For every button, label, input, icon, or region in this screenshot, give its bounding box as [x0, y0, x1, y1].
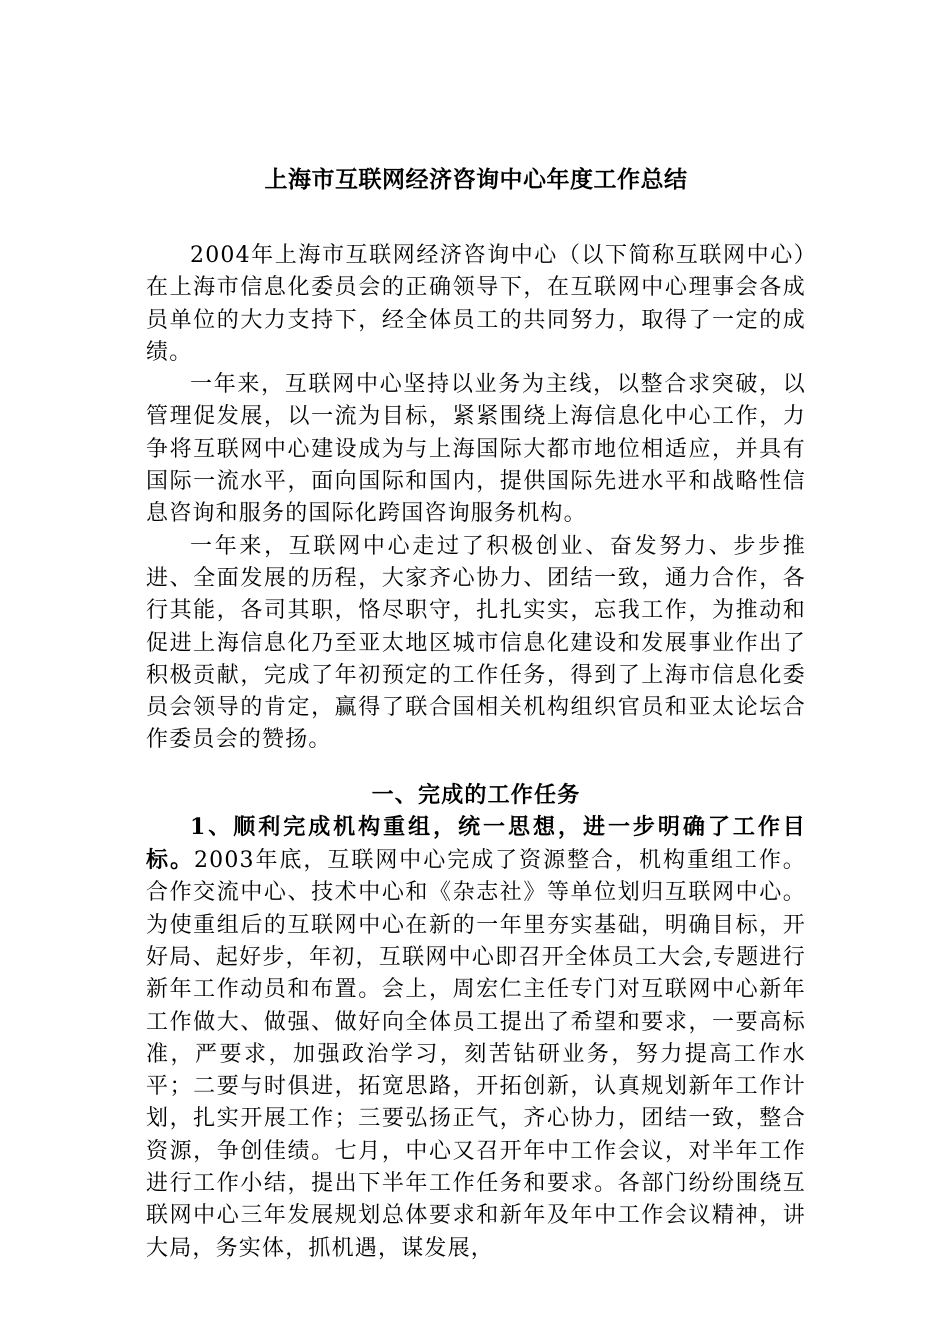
section-heading: 一、完成的工作任务 — [371, 781, 581, 808]
document-page — [146, 160, 806, 1265]
section-item-paragraph — [146, 811, 806, 1265]
body-paragraph: 一年来，互联网中心走过了积极创业、奋发努力、步步推进、全面发展的历程，大家齐心协力、团结一致，通力合作，各行其能，各司其职，恪尽职守，扎扎实实，忘我工作，为推动和促进上海信息化乃至亚太地区城市信息化建设和发展事业作出了积极贡献，完成了年初预定的工作任务，得到了上海市信息化委员会领导的肯定，赢得了联合国相关机构组织官员和亚太论坛合作委员会的赞扬。 — [146, 533, 806, 753]
body-paragraph: 一年来，互联网中心坚持以业务为主线，以整合求突破，以管理促发展，以一流为目标，紧紧围绕上海信息化中心工作，力争将互联网中心建设成为与上海国际大都市地位相适应，并具有国际一流水平，面向国际和国内，提供国际先进水平和战略性信息咨询和服务的国际化跨国咨询服务机构。 — [146, 372, 806, 527]
document-title: 上海市互联网经济咨询中心年度工作总结 — [264, 167, 688, 193]
intro-paragraph: 2004年上海市互联网经济咨询中心（以下简称互联网中心）在上海市信息化委员会的正确领导下，在互联网中心理事会各成员单位的大力支持下，经全体员工的共同努力，取得了一定的成绩。 — [146, 243, 806, 365]
item-lead: 1、顺利完成机构重组，统一思想，进一步明确了工作目标。 — [146, 813, 806, 874]
item-body: 2003年底，互联网中心完成了资源整合，机构重组工作。合作交流中心、技术中心和《杂志社》等单位划归互联网中心。为使重组后的互联网中心在新的一年里夯实基础，明确目标，开好局、起好步，年初，互联网中心即召开全体员工大会,专题进行新年工作动员和布置。会上，周宏仁主任专门对互联网中心新年工作做大、做强、做好向全体员工提出了希望和要求，一要高标准，严要求，加强政治学习，刻苦钻研业务，努力提高工作水平；二要与时俱进，拓宽思路，开拓创新，认真规划新年工作计划，扎实开展工作；三要弘扬正气，齐心协力，团结一致，整合资源，争创佳绩。七月，中心又召开年中工作会议，对半年工作进行工作小结，提出下半年工作任务和要求。各部门纷纷围绕互联网中心三年发展规划总体要求和新年及年中工作会议精神，讲大局，务实体，抓机遇，谋发展， — [146, 848, 806, 1261]
